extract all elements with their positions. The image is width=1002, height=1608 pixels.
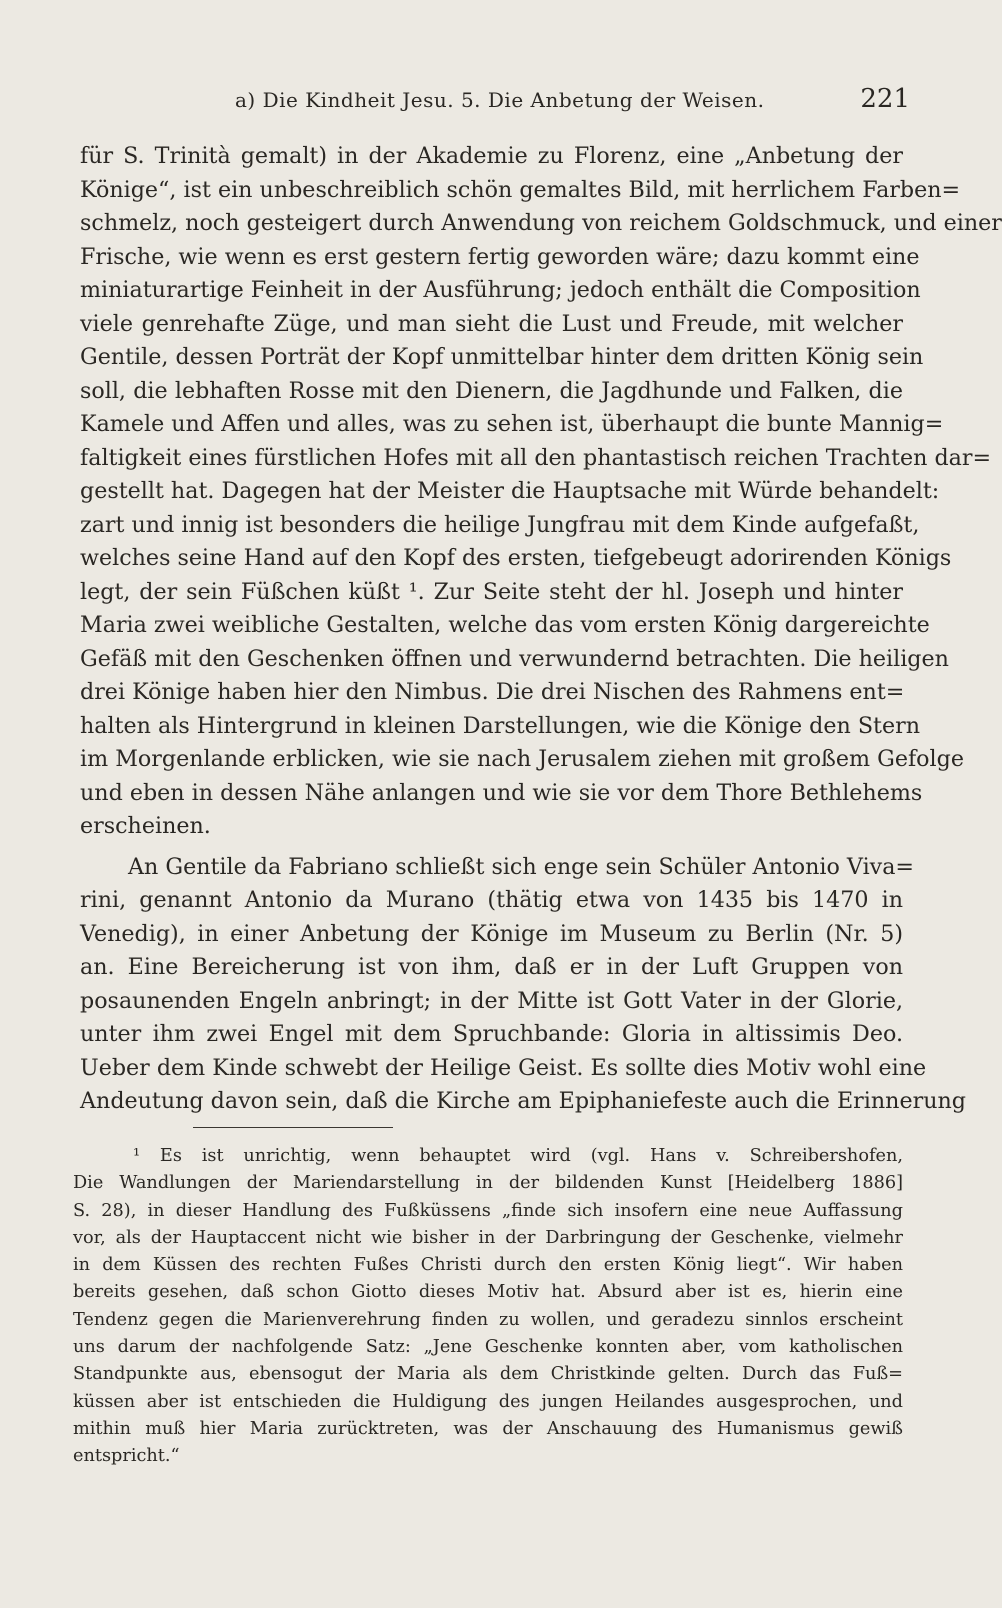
text-line: posaunenden Engeln anbringt; in der Mitte ist Gott Vater in der Glorie, (80, 987, 903, 1014)
footnote-line: Die Wandlungen der Mariendarstellung in der bildenden Kunst [Heidelberg 1886] (73, 1173, 903, 1194)
text-line: Gentile, dessen Porträt der Kopf unmittelbar hinter dem dritten König sein (80, 344, 924, 370)
text-line: Frische, wie wenn es erst gestern fertig geworden wäre; dazu kommt eine (80, 243, 920, 270)
text-line: Andeutung davon sein, daß die Kirche am Epiphaniefeste auch die Erinnerung (80, 1088, 966, 1114)
footnote-line: S. 28), in dieser Handlung des Fußküssens „finde sich insofern eine neue Auffassung (73, 1200, 903, 1221)
footnote-line: ¹ Es ist unrichtig, wenn behauptet wird (vgl. Hans v. Schreibershofen, (133, 1146, 903, 1166)
text-line: Könige“, ist ein unbeschreiblich schön gemaltes Bild, mit herrlichem Farben= (80, 176, 961, 203)
text-line: rini, genannt Antonio da Murano (thätig etwa von 1435 bis 1470 in (80, 887, 903, 913)
text-line: Venedig), in einer Anbetung der Könige im Museum zu Berlin (Nr. 5) (80, 920, 903, 947)
text-line: und eben in dessen Nähe anlangen und wie sie vor dem Thore Bethlehems (80, 779, 923, 806)
text-line: Kamele und Affen und alles, was zu sehen ist, überhaupt die bunte Mannig= (80, 411, 944, 437)
footnote-line: vor, als der Hauptaccent nicht wie bisher in der Darbringung der Geschenke, vielmehr (73, 1227, 903, 1248)
text-line: legt, der sein Füßchen küßt ¹. Zur Seite steht der hl. Joseph und hinter (80, 578, 903, 605)
footnote-line: küssen aber ist entschieden die Huldigung des jungen Heilandes ausgesprochen, und (73, 1391, 903, 1412)
text-line: Ueber dem Kinde schwebt der Heilige Geist. Es sollte dies Motiv wohl eine (80, 1054, 927, 1081)
text-line: Maria zwei weibliche Gestalten, welche das vom ersten König dargereichte (80, 612, 930, 638)
footnote-line: entspricht.“ (73, 1446, 180, 1467)
text-line: für S. Trinità gemalt) in der Akademie zu Florenz, eine „Anbetung der (80, 143, 903, 169)
text-line: halten als Hintergrund in kleinen Darstellungen, wie die Könige den Stern (80, 712, 921, 739)
text-line: schmelz, noch gesteigert durch Anwendung von reichem Goldschmuck, und einer (80, 210, 1002, 236)
footnote-line: Standpunkte aus, ebensogut der Maria als dem Christkinde gelten. Durch das Fuß= (73, 1364, 903, 1385)
text-line: An Gentile da Fabriano schließt sich enge sein Schüler Antonio Viva= (128, 853, 915, 880)
text-line: gestellt hat. Dagegen hat der Meister die Hauptsache mit Würde behandelt: (80, 478, 940, 504)
page-number: 221 (860, 84, 910, 114)
text-line: Gefäß mit den Geschenken öffnen und verwundernd betrachten. Die heiligen (80, 645, 949, 672)
paragraph-gap (80, 844, 903, 851)
footnote-line: mithin muß hier Maria zurücktreten, was der Anschauung des Humanismus gewiß (73, 1418, 903, 1439)
main-text (80, 140, 1002, 1119)
footnote (73, 1143, 903, 1471)
text-line: faltigkeit eines fürstlichen Hofes mit all den phantastisch reichen Trachten dar= (80, 444, 992, 471)
text-line: welches seine Hand auf den Kopf des ersten, tiefgebeugt adorirenden Königs (80, 545, 952, 571)
footnote-line: bereits gesehen, daß schon Giotto dieses Motiv hat. Absurd aber ist es, hierin eine (73, 1282, 903, 1303)
footnote-line: in dem Küssen des rechten Fußes Christi durch den ersten König liegt“. Wir haben (73, 1255, 903, 1276)
text-line: miniaturartige Feinheit in der Ausführung; jedoch enthält die Composition (80, 277, 921, 303)
text-line: erscheinen. (80, 813, 211, 839)
text-line: im Morgenlande erblicken, wie sie nach Jerusalem ziehen mit großem Gefolge (80, 746, 964, 772)
text-line: soll, die lebhaften Rosse mit den Dienern, die Jagdhunde und Falken, die (80, 377, 903, 404)
text-line: zart und innig ist besonders die heilige Jungfrau mit dem Kinde aufgefaßt, (80, 511, 920, 538)
text-line: unter ihm zwei Engel mit dem Spruchbande: Gloria in altissimis Deo. (80, 1021, 903, 1047)
footnote-line: Tendenz gegen die Marienverehrung finden zu wollen, und geradezu sinnlos erscheint (73, 1309, 903, 1330)
text-line: viele genrehafte Züge, und man sieht die Lust und Freude, mit welcher (80, 310, 903, 337)
running-head: a) Die Kindheit Jesu. 5. Die Anbetung der Weisen. (235, 88, 765, 112)
text-line: drei Könige haben hier den Nimbus. Die drei Nischen des Rahmens ent= (80, 679, 905, 705)
footnote-separator (193, 1127, 393, 1128)
page-header (80, 84, 910, 124)
text-line: an. Eine Bereicherung ist von ihm, daß er in der Luft Gruppen von (80, 954, 903, 980)
footnote-line: uns darum der nachfolgende Satz: „Jene Geschenke konnten aber, vom katholischen (73, 1337, 903, 1358)
